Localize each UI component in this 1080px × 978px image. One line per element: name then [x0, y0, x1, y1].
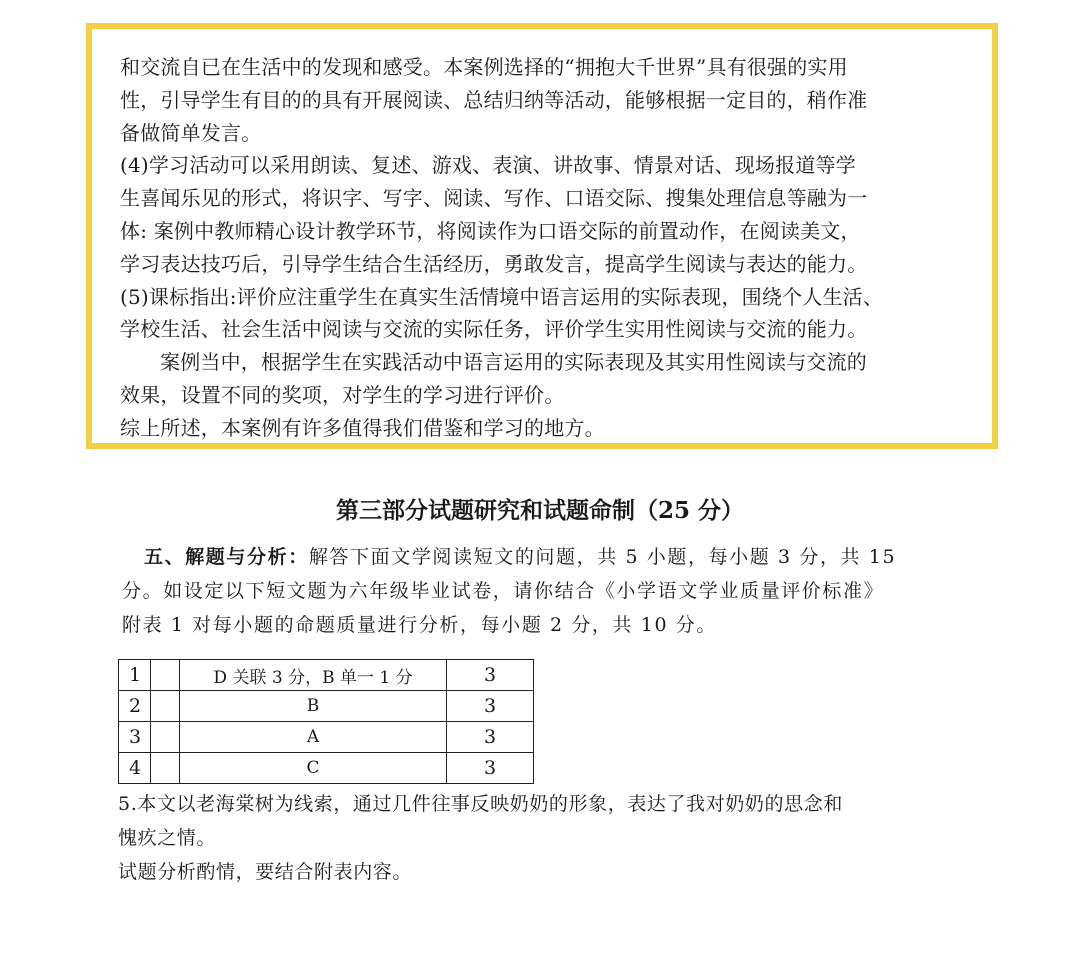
blank-cell — [151, 660, 180, 691]
text-line: 体: 案例中教师精心设计教学环节，将阅读作为口语交际的前置动作，在阅读美文， — [120, 218, 861, 243]
answer-cell: D 关联 3 分，B 单一 1 分 — [180, 660, 447, 691]
highlighted-text-box — [86, 23, 998, 449]
answer-cell: B — [180, 691, 447, 722]
question-number-cell: 1 — [119, 660, 151, 691]
blank-cell — [151, 691, 180, 722]
text-line: 性，引导学生有目的的具有开展阅读、总结归纳等活动，能够根据一定目的，稍作准 — [120, 87, 868, 112]
question-text: 解答下面文学阅读短文的问题，共 5 小题，每小题 3 分，共 15 — [308, 546, 897, 568]
text-line: 效果，设置不同的奖项，对学生的学习进行评价。 — [120, 382, 565, 407]
points-cell: 3 — [447, 753, 534, 784]
text-line: 生喜闻乐见的形式，将识字、写字、阅读、写作、口语交际、搜集处理信息等融为一 — [120, 186, 868, 211]
text-line: (4)学习活动可以采用朗读、复述、游戏、表演、讲故事、情景对话、现场报道等学 — [120, 153, 856, 178]
answer-cell: A — [180, 722, 447, 753]
points-cell: 3 — [447, 691, 534, 722]
blank-cell — [151, 722, 180, 753]
text-line: (5)课标指出:评价应注重学生在真实生活情境中语言运用的实际表现，围绕个人生活、 — [120, 284, 884, 309]
question-paragraph — [122, 540, 896, 642]
text-line: 学校生活、社会生活中阅读与交流的实际任务，评价学生实用性阅读与交流的能力。 — [120, 317, 868, 342]
text-line: 愧疚之情。 — [118, 827, 217, 849]
question-text: 分。如设定以下短文题为六年级毕业试卷，请你结合《小学语文学业质量评价标准》 — [122, 580, 885, 602]
answer-cell: C — [180, 753, 447, 784]
question-number-cell: 4 — [119, 753, 151, 784]
text-line: 综上所述，本案例有许多值得我们借鉴和学习的地方。 — [120, 415, 605, 440]
answer-five-paragraph — [118, 787, 843, 889]
question-text: 附表 1 对每小题的命题质量进行分析，每小题 2 分，共 10 分。 — [122, 614, 717, 636]
text-line: 备做简单发言。 — [120, 120, 262, 145]
question-heading: 五、解题与分析： — [144, 546, 309, 568]
question-number-cell: 3 — [119, 722, 151, 753]
text-line: 和交流自已在生活中的发现和感受。本案例选择的“拥抱大千世界”具有很强的实用 — [120, 55, 848, 79]
table-row — [119, 691, 534, 722]
text-line: 案例当中，根据学生在实践活动中语言运用的实际表现及其实用性阅读与交流的 — [160, 350, 867, 375]
table-row — [119, 722, 534, 753]
points-cell: 3 — [447, 722, 534, 753]
text-line: 试题分析酌情，要结合附表内容。 — [118, 861, 413, 883]
blank-cell — [151, 753, 180, 784]
question-number-cell: 2 — [119, 691, 151, 722]
answer-score-table — [118, 659, 534, 784]
table-row — [119, 660, 534, 691]
text-line: 5.本文以老海棠树为线索，通过几件往事反映奶奶的形象，表达了我对奶奶的思念和 — [118, 793, 843, 815]
section-title: 第三部分试题研究和试题命制（25 分） — [335, 497, 744, 524]
points-cell: 3 — [447, 660, 534, 691]
text-line: 学习表达技巧后，引导学生结合生活经历，勇敢发言，提高学生阅读与表达的能力。 — [120, 251, 868, 276]
table-row — [119, 753, 534, 784]
